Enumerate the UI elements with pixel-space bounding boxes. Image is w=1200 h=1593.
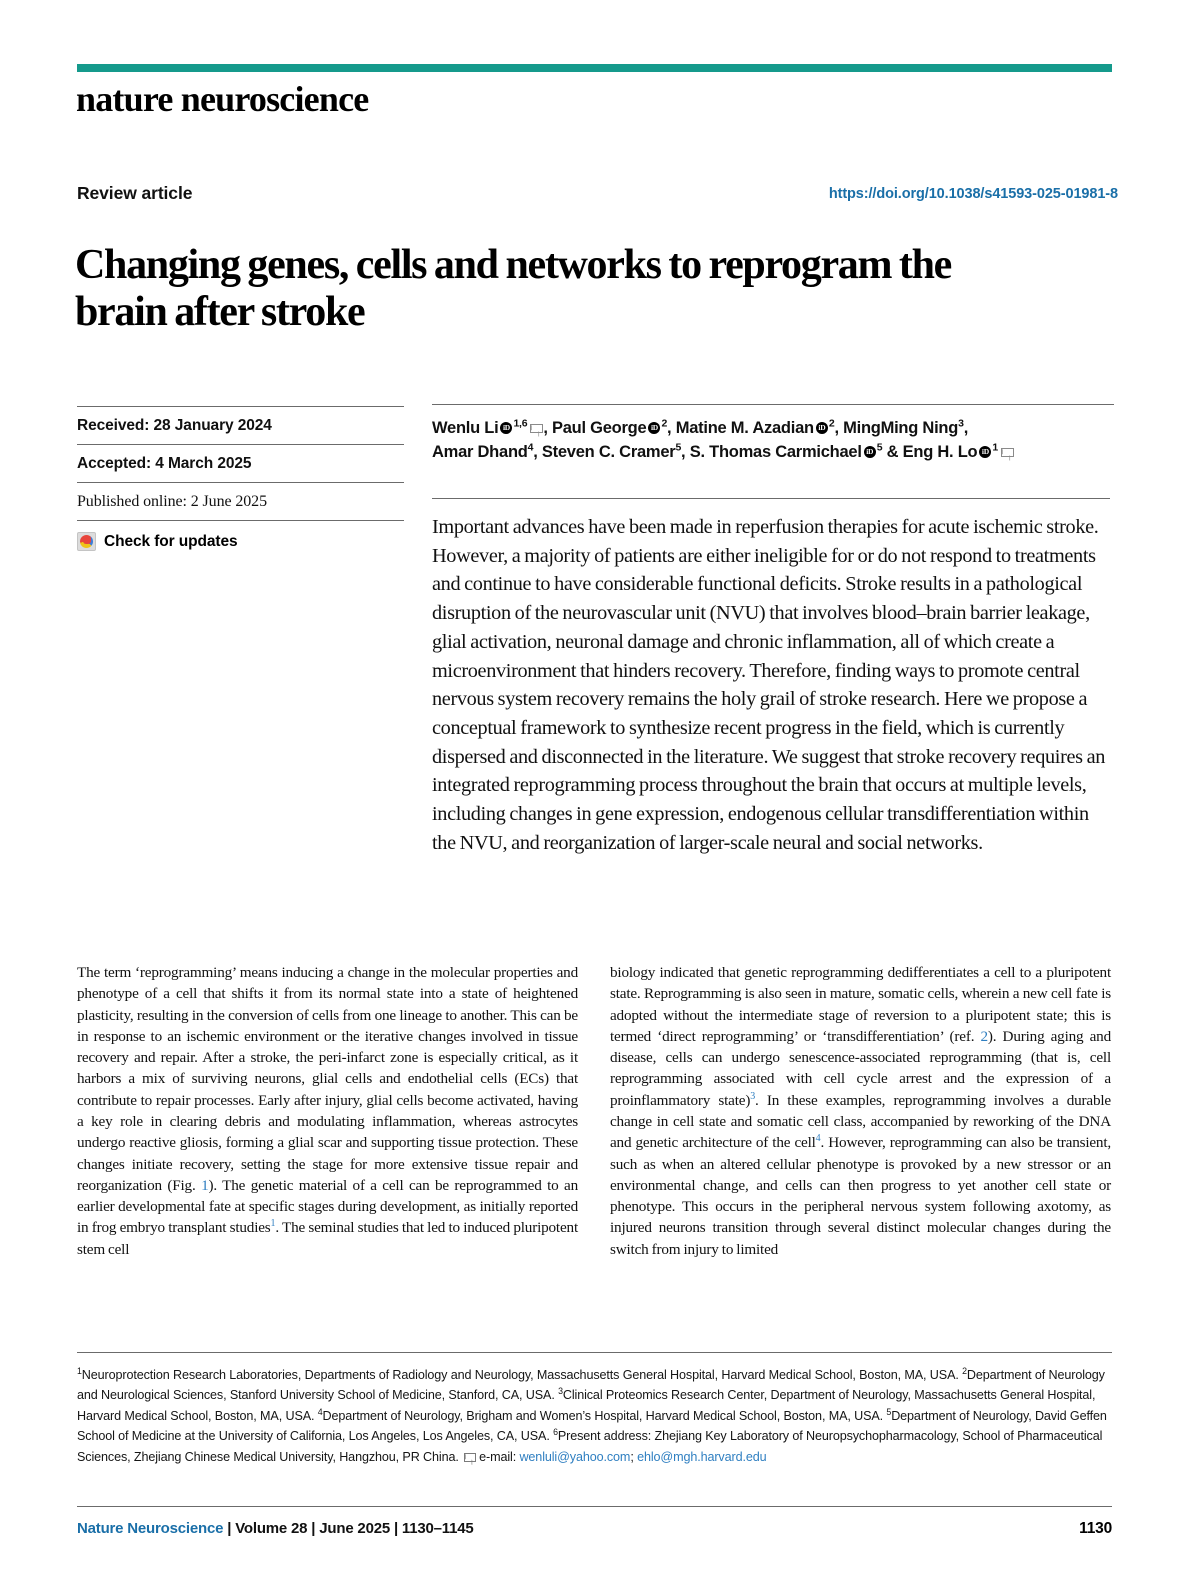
article-type-label: Review article <box>77 183 193 203</box>
author-affil-ref: 3 <box>958 417 964 430</box>
corresponding-email-2[interactable]: ehlo@mgh.harvard.edu <box>637 1449 767 1464</box>
orcid-icon[interactable] <box>816 422 828 434</box>
article-history-rail <box>77 406 404 560</box>
envelope-icon <box>464 1453 476 1462</box>
author-affil-ref: 4 <box>527 441 534 454</box>
author-matine-azadian: , Matine M. Azadian <box>667 419 814 437</box>
paragraph-text: ). During aging and disease, cells can undergo senescence-associated reprogramming (that is, cell reprogramming associated with cell cycle arrest and the expression of a proinflammatory state) <box>610 1027 1112 1109</box>
citation-ref-3[interactable]: 3 <box>750 1090 756 1102</box>
footer-journal-name[interactable]: Nature Neuroscience <box>77 1520 224 1537</box>
orcid-icon[interactable] <box>979 446 991 458</box>
doi-link[interactable]: https://doi.org/10.1038/s41593-025-01981-8 <box>828 186 1118 202</box>
author-affil-ref: 1 <box>992 441 998 454</box>
affil-marker: 4 <box>317 1406 323 1417</box>
affil-text: Clinical Proteomics Research Center, Department of Neurology, Massachusetts General Hospital, Harvard Medical School, Boston, MA, USA. <box>77 1388 1096 1423</box>
check-for-updates-button[interactable] <box>77 520 404 560</box>
citation-ref-1[interactable]: 1 <box>270 1218 276 1230</box>
author-eng-lo: & Eng H. Lo <box>882 443 978 462</box>
paragraph-text: ). The genetic material of a cell can be reprogrammed to an earlier developmental fate at specific stages during development, as initially reported in frog embryo transplant studies <box>77 1176 578 1237</box>
received-date: Received: 28 January 2024 <box>77 406 404 444</box>
author-affil-ref: 5 <box>675 441 682 454</box>
author-steven-cramer: , Steven C. Cramer <box>533 443 676 462</box>
affil-marker: 6 <box>553 1426 558 1437</box>
journal-masthead-title: nature neuroscience <box>76 79 369 119</box>
author-affil-ref: 1,6 <box>513 417 528 430</box>
affil-marker: 2 <box>962 1365 967 1376</box>
affil-text: Neuroprotection Research Laboratories, Departments of Radiology and Neurology, Massachusetts General Hospital, Harvard Medical School, Boston, MA, USA. <box>81 1368 963 1382</box>
author-mingming-ning: , MingMing Ning <box>834 419 959 437</box>
paragraph-text: . The seminal studies that led to induced pluripotent stem cell <box>77 1219 578 1258</box>
orcid-icon[interactable] <box>648 422 660 434</box>
author-wenlu-li: Wenlu Li <box>432 419 499 437</box>
body-columns <box>77 962 1112 1260</box>
citation-ref-4[interactable]: 4 <box>815 1133 821 1145</box>
check-for-updates-label: Check for updates <box>104 532 238 550</box>
author-sep: , <box>963 419 969 437</box>
body-column-left <box>77 962 578 1260</box>
paragraph-text: . In these examples, reprogramming involves a durable change in cell state and somatic cell class, accompanied by reworking of the DNA and genetic architecture of the cell <box>610 1091 1111 1152</box>
footer-page-number: 1130 <box>1079 1520 1112 1537</box>
author-affil-ref: 2 <box>661 417 668 430</box>
email-separator: ; <box>630 1449 638 1464</box>
masthead-accent-rule <box>77 64 1112 72</box>
author-affil-ref: 5 <box>876 441 883 454</box>
orcid-icon[interactable] <box>864 446 876 458</box>
footer-volume-meta: | Volume 28 | June 2025 | 1130–1145 <box>223 1520 474 1537</box>
email-icon[interactable] <box>530 424 543 433</box>
page-title: Changing genes, cells and networks to reprogram the brain after stroke <box>75 242 951 336</box>
affil-text: Department of Neurology, David Geffen School of Medicine at the University of California, Los Angeles, Los Angeles, CA, USA. <box>77 1408 1107 1444</box>
affil-text: Present address: Zhejiang Key Laboratory of Neuropsychopharmacology, School of Pharmaceutical Sciences, Zhejiang Chinese Medical University, Hangzhou, PR China. <box>77 1429 1103 1464</box>
paragraph-text: . However, reprogramming can also be transient, such as when an altered cellular phenotype is provoked by a new stressor or an environmental change, and cells can then progress to yet another cell state or phenotype. This occurs in the peripheral nervous system following axotomy, as injured neurons transition through several distinct molecular changes during the switch from injury to limited <box>610 1134 1112 1258</box>
affil-text: Department of Neurology, Brigham and Women’s Hospital, Harvard Medical School, Boston, MA, USA. <box>322 1408 887 1423</box>
body-column-right <box>610 962 1111 1260</box>
author-affil-ref: 2 <box>828 417 835 430</box>
email-label: e-mail: <box>479 1449 520 1464</box>
affil-marker: 5 <box>886 1406 892 1417</box>
author-thomas-carmichael: , S. Thomas Carmichael <box>681 443 862 462</box>
email-icon[interactable] <box>1001 448 1014 457</box>
paragraph-text: The term ‘reprogramming’ means inducing a change in the molecular properties and phenotype of a cell that shifts it from its normal state into a state of heightened plasticity, resulting in the conversion of cells from one lineage to another. This can be in response to an ischemic environment or the iterative changes involved in tissue recovery and repair. After a stroke, the peri-infarct zone is especially critical, as it harbors a mix of surviving neurons, glial cells and endothelial cells (ECs) that contribute to repair processes. Early after injury, glial cells become activated, having a key role in clearing debris and modulating inflammation, whereas astrocytes undergo reactive gliosis, forming a glial scar and supporting tissue protection. These changes initiate recovery, setting the stage for more extensive tissue repair and reorganization (Fig. <box>77 964 578 1194</box>
paragraph-text: biology indicated that genetic reprogramming dedifferentiates a cell to a pluripotent state. Reprogramming is also seen in mature, somatic cells, wherein a new cell fate is adopted without the intermediate stage of reversion to a pluripotent state; this is termed ‘direct reprogramming’ or ‘transdifferentiation’ (ref. <box>610 964 1111 1045</box>
citation-ref-2[interactable]: 2 <box>980 1027 988 1045</box>
affiliations-block <box>77 1352 1112 1467</box>
affil-marker: 1 <box>77 1365 82 1376</box>
author-paul-george: , Paul George <box>543 419 647 437</box>
page-footer <box>77 1506 1112 1538</box>
affil-text: Department of Neurology and Neurological Sciences, Stanford University School of Medicine, Stanford, CA, USA. <box>77 1368 1105 1403</box>
author-list <box>432 404 1114 465</box>
orcid-icon[interactable] <box>500 422 512 434</box>
accepted-date: Accepted: 4 March 2025 <box>77 444 404 482</box>
corresponding-email-1[interactable]: wenluli@yahoo.com <box>519 1449 631 1464</box>
footer-citation <box>77 1520 474 1537</box>
abstract-text: Important advances have been made in reperfusion therapies for acute ischemic stroke. However, a majority of patients are either ineligible for or do not respond to treatments and continue to have considerable functional deficits. Stroke results in a pathological disruption of the neurovascular unit (NVU) that involves blood–brain barrier leakage, glial activation, neuronal damage and chronic inflammation, all of which create a microenvironment that hinders recovery. Therefore, finding ways to promote central nervous system recovery remains the holy grail of stroke research. Here we propose a conceptual framework to synthesize recent progress in the field, which is currently dispersed and disconnected in the literature. We suggest that stroke recovery requires an integrated reprogramming process throughout the brain that occurs at multiple levels, including changes in gene expression, endogenous cellular transdifferentiation within the NVU, and reorganization of larger-scale neural and social networks. <box>432 498 1110 858</box>
affil-marker: 3 <box>558 1386 563 1397</box>
crossmark-icon <box>77 532 96 551</box>
figure-reference-link[interactable]: 1 <box>201 1176 209 1194</box>
author-amar-dhand: Amar Dhand <box>432 443 528 462</box>
published-online-date: Published online: 2 June 2025 <box>77 482 404 520</box>
